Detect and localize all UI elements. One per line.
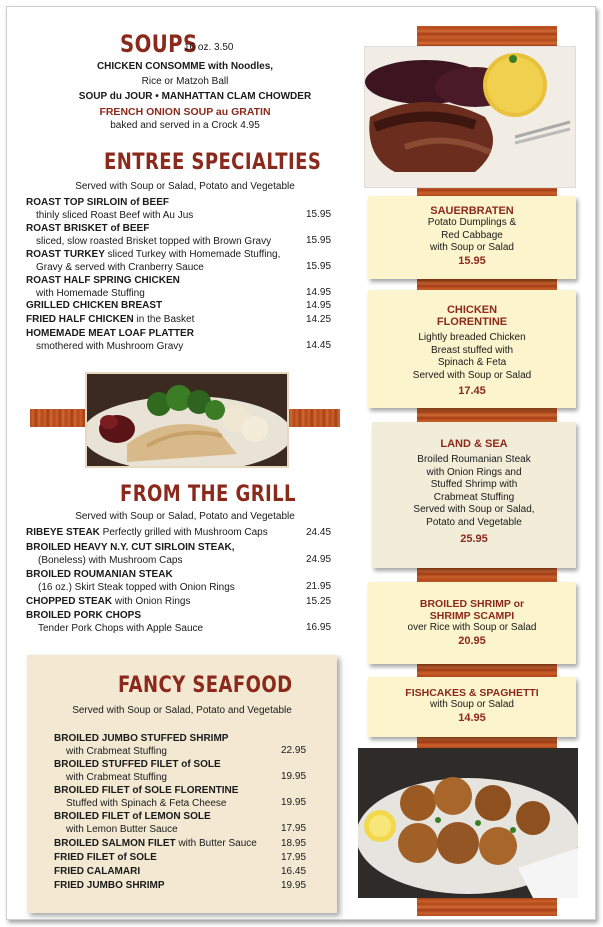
special-line: Stuffed Shrimp with [430, 479, 518, 490]
item-name: ROAST HALF SPRING CHICKEN [26, 275, 180, 286]
special-card-content [368, 304, 576, 397]
special-line: with Soup or Salad [430, 242, 514, 253]
item-name-rest: with Onion Rings [112, 596, 191, 607]
item-desc: with Crabmeat Stuffing [66, 771, 167, 783]
seafood-item [54, 866, 314, 879]
item-price: 14.25 [306, 314, 332, 325]
special-line: Potato and Vegetable [426, 516, 522, 528]
grill-title: FROM THE GRILL [120, 482, 296, 507]
soups-size-price: 16 oz. 3.50 [184, 42, 234, 53]
item-name-rest: in the Basket [133, 314, 195, 325]
special-card-content [368, 687, 576, 724]
seafood-title: FANCY SEAFOOD [118, 673, 293, 698]
special-price: 17.45 [458, 385, 486, 397]
special-price: 14.95 [458, 711, 486, 724]
grill-item [26, 542, 334, 567]
item-name: BROILED JUMBO STUFFED SHRIMP [54, 733, 229, 744]
special-line: Red Cabbage [441, 229, 503, 241]
special-line: Served with Soup or Salad [412, 369, 532, 381]
item-name-rest: sliced Turkey with Homemade Stuffing, [104, 249, 281, 260]
entree-item [26, 300, 334, 313]
item-desc: smothered with Mushroom Gravy [36, 340, 184, 352]
item-price: 15.95 [306, 235, 332, 246]
grill-subtitle: Served with Soup or Salad, Potato and Vegetable [75, 511, 295, 522]
item-price: 19.95 [281, 880, 307, 891]
special-title: FLORENTINE [436, 316, 508, 328]
special-line: Lightly breaded Chicken [418, 332, 526, 343]
soup-line: Rice or Matzoh Ball [141, 76, 229, 87]
item-price: 17.95 [281, 852, 307, 863]
special-price: 25.95 [460, 533, 488, 545]
grill-item [26, 569, 334, 594]
special-title: LAND & SEA [440, 438, 508, 450]
item-name: ROAST TURKEY [26, 249, 105, 260]
entree-item [26, 223, 334, 248]
turkey-plate-photo [85, 372, 289, 468]
item-desc: with Lemon Butter Sauce [66, 823, 178, 835]
item-name: BROILED FILET of SOLE FLORENTINE [54, 785, 239, 796]
entree-item [26, 197, 334, 222]
seafood-item [54, 852, 314, 865]
soup-line: CHICKEN CONSOMME with Noodles, [96, 61, 274, 72]
special-title: BROILED SHRIMP or [419, 598, 525, 610]
grill-item [26, 596, 334, 609]
special-price: 20.95 [458, 634, 486, 647]
special-line: Broiled Roumanian Steak [417, 454, 531, 465]
item-price: 15.95 [306, 261, 332, 272]
item-price: 16.95 [306, 622, 332, 633]
item-desc: sliced, slow roasted Brisket topped with Brown Gravy [36, 235, 272, 247]
item-price: 22.95 [281, 745, 307, 756]
entree-item [26, 314, 334, 327]
special-title: SAUERBRATEN [430, 205, 514, 217]
item-name: FRIED HALF CHICKEN [26, 314, 134, 325]
seafood-item [54, 759, 314, 784]
item-price: 19.95 [281, 797, 307, 808]
special-card-content [372, 438, 576, 545]
item-desc: with Homemade Stuffing [36, 287, 145, 299]
item-desc: (16 oz.) Skirt Steak topped with Onion Rings [38, 581, 235, 593]
entrees-title: ENTREE SPECIALTIES [104, 150, 322, 175]
entrees-subtitle: Served with Soup or Salad, Potato and Vegetable [75, 181, 295, 192]
item-desc: Tender Pork Chops with Apple Sauce [38, 622, 204, 634]
item-price: 15.25 [306, 596, 332, 607]
item-price: 14.95 [306, 300, 332, 311]
special-title: CHICKEN [446, 304, 498, 316]
seafood-item [54, 811, 314, 836]
seafood-item [54, 838, 314, 851]
item-desc: thinly sliced Roast Beef with Au Jus [36, 209, 194, 221]
item-name: FRIED FILET of SOLE [54, 852, 157, 863]
seafood-subtitle: Served with Soup or Salad, Potato and Vegetable [72, 705, 292, 716]
item-price: 24.95 [306, 554, 332, 565]
item-desc: with Crabmeat Stuffing [66, 745, 167, 757]
entree-item [26, 249, 334, 274]
special-line: Served with Soup or Salad, [413, 504, 535, 515]
special-line: Spinach & Feta [437, 357, 507, 368]
item-price: 15.95 [306, 209, 332, 220]
item-name-rest: with Butter Sauce [175, 838, 257, 849]
item-desc: Stuffed with Spinach & Feta Cheese [66, 797, 227, 809]
soups-title: SOUPS [120, 30, 198, 58]
item-price: 17.95 [281, 823, 307, 834]
special-line: Crabmeat Stuffing [433, 491, 515, 503]
fishcakes-photo [358, 748, 578, 898]
item-price: 14.95 [306, 287, 332, 298]
seafood-item [54, 733, 314, 758]
item-name: RIBEYE STEAK [26, 527, 100, 538]
item-name: FRIED CALAMARI [54, 866, 141, 877]
item-price: 21.95 [306, 581, 332, 592]
special-price: 15.95 [458, 254, 486, 267]
item-name: BROILED ROUMANIAN STEAK [26, 569, 173, 580]
item-desc: (Boneless) with Mushroom Caps [38, 554, 183, 566]
item-name: CHOPPED STEAK [26, 596, 113, 607]
special-title: FISHCAKES & SPAGHETTI [405, 687, 539, 699]
item-desc: Gravy & served with Cranberry Sauce [36, 261, 204, 273]
grill-item [26, 527, 334, 540]
item-name: BROILED STUFFED FILET of SOLE [54, 759, 221, 770]
item-name: BROILED SALMON FILET [54, 838, 176, 849]
item-name: GRILLED CHICKEN BREAST [26, 300, 163, 311]
soup-line: SOUP du JOUR • MANHATTAN CLAM CHOWDER [78, 91, 312, 102]
item-name: ROAST BRISKET of BEEF [26, 223, 150, 234]
item-price: 19.95 [281, 771, 307, 782]
special-line: Breast stuffed with [430, 344, 514, 356]
item-name: FRIED JUMBO SHRIMP [54, 880, 165, 891]
onion-soup-title: FRENCH ONION SOUP au GRATIN [99, 106, 271, 118]
item-name-rest: Perfectly grilled with Mushroom Caps [99, 527, 268, 538]
item-name: HOMEMADE MEAT LOAF PLATTER [26, 328, 194, 339]
special-line: over Rice with Soup or Salad [407, 622, 537, 633]
special-title: SHRIMP SCAMPI [429, 610, 515, 622]
special-line: Potato Dumplings & [427, 217, 517, 228]
special-card-content [368, 598, 576, 647]
item-price: 16.45 [281, 866, 307, 877]
item-price: 24.45 [306, 527, 332, 538]
entree-item [26, 275, 334, 300]
onion-soup-desc: baked and served in a Crock 4.95 [110, 120, 260, 131]
special-line: with Onion Rings and [426, 466, 522, 478]
item-price: 18.95 [281, 838, 307, 849]
item-name: BROILED PORK CHOPS [26, 610, 142, 621]
seafood-item [54, 785, 314, 810]
seafood-item [54, 880, 314, 893]
item-name: BROILED FILET of LEMON SOLE [54, 811, 211, 822]
item-name: ROAST TOP SIRLOIN of BEEF [26, 197, 169, 208]
sauerbraten-photo [364, 46, 576, 188]
item-name: BROILED HEAVY N.Y. CUT SIRLOIN STEAK, [26, 542, 235, 553]
special-line: with Soup or Salad [430, 699, 514, 710]
grill-item [26, 610, 334, 635]
special-card-content [368, 205, 576, 267]
entree-item [26, 328, 334, 353]
item-price: 14.45 [306, 340, 332, 351]
